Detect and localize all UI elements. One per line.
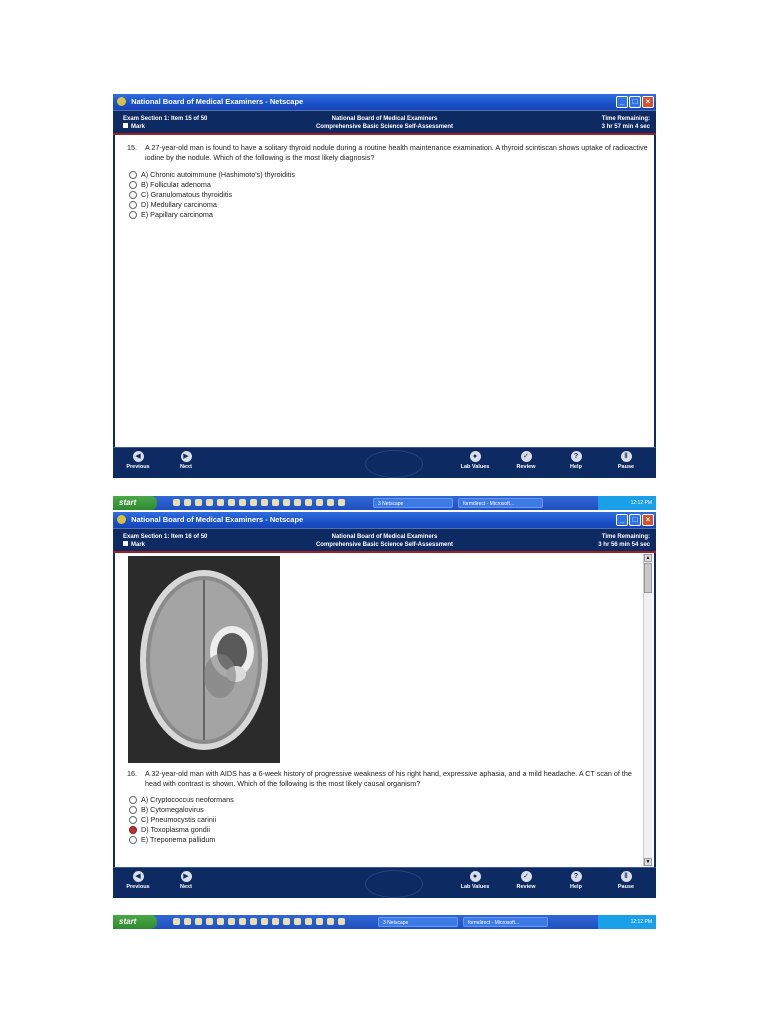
minimize-button[interactable]: _ [616, 514, 628, 526]
answer-option[interactable]: E) Treponema pallidum [129, 835, 234, 845]
check-icon: ✓ [521, 871, 532, 882]
windows-taskbar [113, 915, 656, 929]
help-icon: ? [571, 451, 582, 462]
quicklaunch-icon[interactable] [228, 499, 235, 506]
scroll-down-icon[interactable]: ▼ [645, 859, 651, 865]
scroll-thumb[interactable] [644, 563, 652, 593]
answer-option[interactable]: D) Medullary carcinoma [129, 200, 295, 210]
quicklaunch-icon[interactable] [239, 499, 246, 506]
quicklaunch-icon[interactable] [294, 499, 301, 506]
answer-options [129, 170, 295, 220]
quicklaunch-icon[interactable] [217, 499, 224, 506]
quicklaunch-icon[interactable] [173, 499, 180, 506]
pause-button[interactable]: ‖ Pause [617, 453, 635, 470]
exam-nav-bar [113, 867, 656, 898]
quicklaunch-icon[interactable] [217, 918, 224, 925]
taskbar-netscape[interactable]: 3 Netscape [378, 917, 458, 927]
radio-icon[interactable] [129, 181, 137, 189]
help-button[interactable]: ? Help [570, 873, 582, 890]
lab-values-button[interactable]: ● Lab Values [460, 873, 490, 890]
quicklaunch-icon[interactable] [338, 499, 345, 506]
review-button[interactable]: ✓ Review [516, 453, 536, 470]
exam-window-item-15 [113, 94, 656, 478]
radio-icon[interactable] [129, 191, 137, 199]
lab-values-button[interactable]: ● Lab Values [460, 453, 490, 470]
next-button[interactable]: ▶ Next [180, 453, 192, 470]
window-titlebar [113, 94, 656, 110]
quicklaunch-icon[interactable] [173, 918, 180, 925]
quicklaunch-icon[interactable] [206, 499, 213, 506]
maximize-button[interactable]: □ [629, 96, 641, 108]
answer-option[interactable]: E) Papillary carcinoma [129, 210, 295, 220]
quicklaunch-icon[interactable] [184, 918, 191, 925]
quicklaunch-icon[interactable] [206, 918, 213, 925]
start-button[interactable]: start [113, 915, 157, 929]
exam-name: Comprehensive Basic Science Self-Assessment [315, 542, 454, 548]
quicklaunch-icon[interactable] [283, 499, 290, 506]
question-content [113, 135, 656, 447]
mark-checkbox[interactable]: Mark [123, 123, 207, 131]
next-button[interactable]: ▶ Next [180, 873, 192, 890]
taskbar-formdirect[interactable]: formdirect - Microsoft... [463, 917, 548, 927]
exam-org: National Board of Medical Examiners [331, 534, 438, 540]
ct-scan-image [128, 556, 280, 763]
quicklaunch-icon[interactable] [316, 499, 323, 506]
exam-window-item-16 [113, 512, 656, 898]
review-button[interactable]: ✓ Review [516, 873, 536, 890]
quicklaunch-icon[interactable] [250, 918, 257, 925]
arrow-right-icon: ▶ [181, 871, 192, 882]
quicklaunch-icon[interactable] [228, 918, 235, 925]
time-label: Time Remaining: [601, 116, 650, 122]
lab-icon: ● [470, 451, 481, 462]
arrow-right-icon: ▶ [181, 451, 192, 462]
pause-button[interactable]: ‖ Pause [617, 873, 635, 890]
answer-option[interactable]: C) Pneumocystis carinii [129, 815, 234, 825]
answer-option[interactable]: A) Chronic autoimmune (Hashimoto's) thyroiditis [129, 170, 295, 180]
vertical-scrollbar[interactable] [643, 554, 652, 866]
question-stem: 16. A 32-year-old man with AIDS has a 6-week history of progressive weakness of his right hand, expressive aphasia, and a mild headache. A CT scan of the head with contrast is shown. Which of the following is the most likely causal organism? [127, 769, 632, 788]
question-content [113, 553, 656, 867]
close-button[interactable]: × [642, 96, 654, 108]
answer-option[interactable]: A) Cryptococcus neoformans [129, 795, 234, 805]
help-icon: ? [571, 871, 582, 882]
previous-button[interactable]: ◀ Previous [126, 453, 150, 470]
system-tray-clock: 12:12 PM [598, 915, 656, 929]
minimize-button[interactable]: _ [616, 96, 628, 108]
pause-icon: ‖ [621, 451, 632, 462]
quicklaunch-icon[interactable] [250, 499, 257, 506]
pause-icon: ‖ [621, 871, 632, 882]
taskbar-netscape[interactable]: 3 Netscape [373, 498, 453, 508]
quicklaunch-icon[interactable] [272, 918, 279, 925]
radio-icon[interactable] [129, 171, 137, 179]
radio-icon[interactable] [129, 211, 137, 219]
taskbar-formdirect[interactable]: formdirect - Microsoft... [458, 498, 543, 508]
start-button[interactable]: start [113, 496, 157, 510]
exam-header [113, 528, 656, 551]
netscape-icon [117, 515, 126, 524]
radio-icon[interactable] [129, 836, 137, 844]
window-title: National Board of Medical Examiners - Netscape [131, 97, 304, 106]
answer-options [129, 795, 234, 845]
system-tray-clock: 12:12 PM [598, 496, 656, 510]
scroll-up-icon[interactable]: ▲ [645, 555, 651, 561]
quicklaunch-icon[interactable] [195, 918, 202, 925]
check-icon: ✓ [521, 451, 532, 462]
mark-checkbox[interactable]: Mark [123, 541, 207, 549]
answer-option[interactable]: B) Follicular adenoma [129, 180, 295, 190]
help-button[interactable]: ? Help [570, 453, 582, 470]
quicklaunch-icon[interactable] [327, 499, 334, 506]
close-button[interactable]: × [642, 514, 654, 526]
quick-launch [173, 499, 345, 506]
window-title: National Board of Medical Examiners - Netscape [131, 515, 304, 524]
exam-name: Comprehensive Basic Science Self-Assessment [315, 124, 454, 130]
quicklaunch-icon[interactable] [338, 918, 345, 925]
answer-option[interactable]: C) Granulomatous thyroiditis [129, 190, 295, 200]
quicklaunch-icon[interactable] [316, 918, 323, 925]
quicklaunch-icon[interactable] [195, 499, 202, 506]
radio-icon[interactable] [129, 201, 137, 209]
time-remaining: 3 hr 56 min 54 sec [598, 542, 650, 548]
quicklaunch-icon[interactable] [239, 918, 246, 925]
radio-icon[interactable] [129, 816, 137, 824]
quicklaunch-icon[interactable] [272, 499, 279, 506]
time-label: Time Remaining: [601, 534, 650, 540]
arrow-left-icon: ◀ [133, 871, 144, 882]
time-remaining: 3 hr 57 min 4 sec [601, 124, 650, 130]
window-titlebar [113, 512, 656, 528]
maximize-button[interactable]: □ [629, 514, 641, 526]
quicklaunch-icon[interactable] [184, 499, 191, 506]
nbme-seal-icon [365, 450, 423, 478]
item-label: Exam Section 1: Item 16 of 50 [123, 534, 208, 540]
quick-launch [173, 918, 345, 925]
answer-option-selected[interactable]: D) Toxoplasma gondii [129, 825, 234, 835]
arrow-left-icon: ◀ [133, 451, 144, 462]
question-stem: 15. A 27-year-old man is found to have a solitary thyroid nodule during a routine health maintenance examination. A thyroid scintiscan shows uptake of radioactive iodine by the nodule. Which of the following is the most likely diagnosis? [127, 143, 648, 162]
exam-nav-bar [113, 447, 656, 478]
quicklaunch-icon[interactable] [283, 918, 290, 925]
quicklaunch-icon[interactable] [294, 918, 301, 925]
windows-taskbar [113, 496, 656, 510]
quicklaunch-icon[interactable] [261, 499, 268, 506]
quicklaunch-icon[interactable] [261, 918, 268, 925]
answer-option[interactable]: B) Cytomegalovirus [129, 805, 234, 815]
item-label: Exam Section 1: Item 15 of 50 [123, 116, 208, 122]
lab-icon: ● [470, 871, 481, 882]
quicklaunch-icon[interactable] [305, 499, 312, 506]
exam-header [113, 110, 656, 133]
exam-org: National Board of Medical Examiners [331, 116, 438, 122]
quicklaunch-icon[interactable] [327, 918, 334, 925]
quicklaunch-icon[interactable] [305, 918, 312, 925]
radio-icon[interactable] [129, 806, 137, 814]
netscape-icon [117, 97, 126, 106]
previous-button[interactable]: ◀ Previous [126, 873, 150, 890]
radio-selected-icon[interactable] [129, 826, 137, 834]
nbme-seal-icon [365, 870, 423, 898]
radio-icon[interactable] [129, 796, 137, 804]
